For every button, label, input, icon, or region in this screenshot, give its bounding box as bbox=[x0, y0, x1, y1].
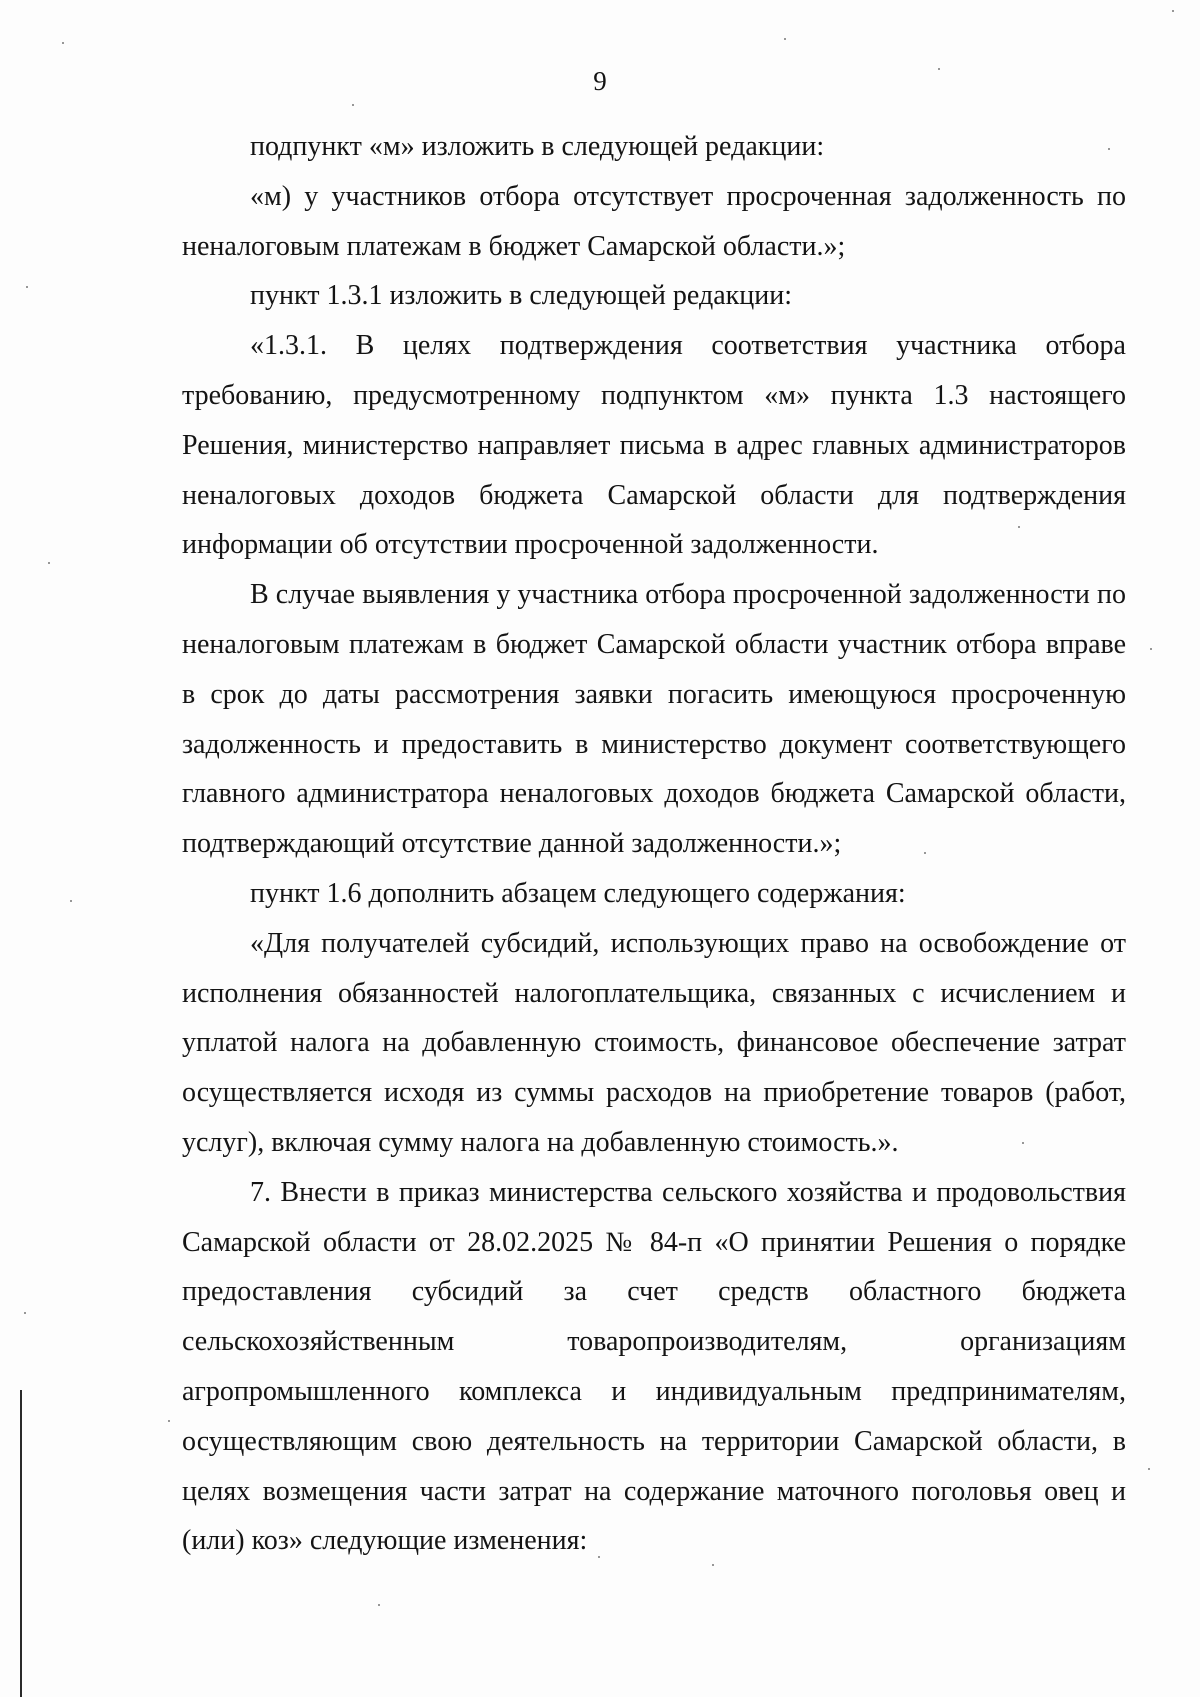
scan-speck bbox=[938, 68, 940, 70]
scan-speck bbox=[1148, 1468, 1150, 1470]
document-body bbox=[182, 122, 1133, 1566]
paragraph-subitem-m-text: «м) у участников отбора отсутствует просроченная задолженность по неналоговым платежам в бюджет Самарской области.»; bbox=[182, 180, 1133, 262]
scan-speck bbox=[168, 1420, 170, 1422]
paragraph-item-1-6-intro: пункт 1.6 дополнить абзацем следующего содержания: bbox=[250, 877, 906, 909]
paragraph-item-1-3-1-text: «1.3.1. В целях подтверждения соответствия участника отбора требованию, предусмотренному подпунктом «м» пункта 1.3 настоящего Решения, министерство направляет письма в адрес главных администраторов неналоговых доходов бюджета Самарской области для подтверждения информации об отсутствии просроченной задолженности. bbox=[182, 330, 1133, 561]
scan-speck bbox=[1172, 10, 1174, 12]
paragraph-item-1-3-1-intro: пункт 1.3.1 изложить в следующей редакции: bbox=[250, 280, 792, 312]
scan-speck bbox=[62, 42, 64, 44]
scan-speck bbox=[48, 562, 50, 564]
scan-binding-edge bbox=[20, 1390, 22, 1697]
paragraph-section-7: 7. Внести в приказ министерства сельского хозяйства и продовольствия Самарской области от 28.02.2025 № 84-п «О принятии Решения о порядке предоставления субсидий за счет средств областного бюджета сельскохозяйственным товаропроизводителям, организациям агропромышленного комплекса и индивидуальным предпринимателям, осуществляющим свою деятельность на территории Самарской области, в целях возмещения части затрат на содержание маточного поголовья овец и (или) коз» следующие изменения: bbox=[182, 1176, 1133, 1557]
scan-speck bbox=[24, 1312, 26, 1314]
scan-speck bbox=[598, 1556, 600, 1558]
scan-speck bbox=[378, 1604, 380, 1606]
scan-speck bbox=[712, 1564, 714, 1566]
paragraph-item-1-6-text: «Для получателей субсидий, использующих право на освобождение от исполнения обязанностей налогоплательщика, связанных с исчислением и уплатой налога на добавленную стоимость, финансовое обеспечение затрат осуществляется исходя из суммы расходов на приобретение товаров (работ, услуг), включая сумму налога на добавленную стоимость.». bbox=[182, 927, 1133, 1158]
scan-speck bbox=[26, 286, 28, 288]
page-number: 9 bbox=[593, 66, 607, 96]
scan-speck bbox=[924, 852, 926, 854]
scan-speck bbox=[1108, 148, 1110, 150]
scan-speck bbox=[1022, 1142, 1024, 1144]
scan-speck bbox=[352, 104, 354, 106]
scan-speck bbox=[1018, 526, 1020, 528]
scan-speck bbox=[70, 900, 72, 902]
paragraph-subitem-m-intro: подпункт «м» изложить в следующей редакции: bbox=[250, 131, 825, 162]
paragraph-overdue-debt: В случае выявления у участника отбора просроченной задолженности по неналоговым платежам в бюджет Самарской области участник отбора вправе в срок до даты рассмотрения заявки погасить имеющуюся просроченную задолженность и предоставить в министерство документ соответствующего главного администратора неналоговых доходов бюджета Самарской области, подтверждающий отсутствие данной задолженности.»; bbox=[182, 579, 1133, 860]
scan-speck bbox=[1150, 648, 1152, 650]
scan-speck bbox=[784, 38, 786, 40]
